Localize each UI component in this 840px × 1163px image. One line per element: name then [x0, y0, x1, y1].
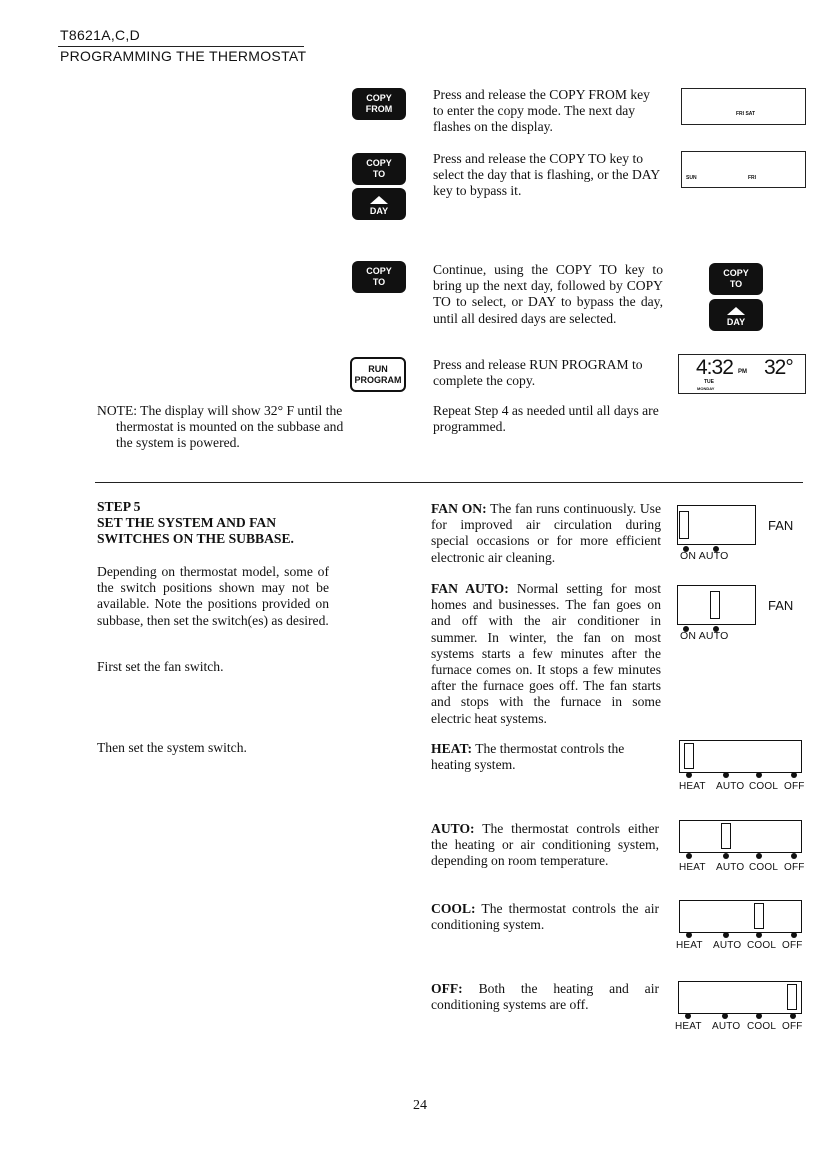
position-label: AUTO [716, 781, 745, 792]
key-label: PROGRAM [354, 374, 402, 385]
position-label: HEAT [679, 781, 706, 792]
section-divider [95, 482, 803, 483]
position-label: COOL [749, 862, 779, 873]
display-pm: PM [738, 369, 747, 375]
note: NOTE: The display will show 32° F until the thermostat is mounted on the subbase and the system is powered. [97, 403, 344, 451]
key-label: TO [372, 277, 386, 287]
display-copy-from [681, 88, 806, 125]
system-switch-off [678, 981, 802, 1014]
position-label: OFF [784, 862, 805, 873]
cool-text: The thermostat controls the air conditioning system. [431, 901, 659, 933]
display-time: 4:32 [696, 356, 733, 379]
position-label: COOL [747, 1021, 777, 1032]
fan-on-text: The fan runs continuously. Use for improved air circulation during special occasions or for more efficient electronic air cleaning. [431, 501, 662, 565]
repeat-instruction: Repeat Step 4 as needed until all days are programmed. [433, 403, 659, 435]
position-label: AUTO [716, 862, 745, 873]
fan-on-heading: FAN ON: [431, 501, 487, 516]
switch-position-dot [723, 853, 729, 859]
key-label: COPY [366, 158, 392, 168]
position-label: ON [680, 630, 697, 642]
position-label: OFF [782, 1021, 803, 1032]
key-label: FROM [365, 104, 393, 114]
switch-position-dot [756, 932, 762, 938]
display-day-indicator: MONDAY [697, 386, 715, 391]
switch-knob [721, 823, 731, 849]
system-switch-cool [679, 900, 802, 933]
copy-to-key [352, 153, 406, 185]
key-label: RUN [368, 363, 388, 374]
off-text: Both the heating and air conditioning systems are off. [431, 981, 659, 1013]
switch-knob [684, 743, 694, 769]
display-day-indicator: FRI [748, 175, 757, 181]
switch-position-dot [756, 853, 762, 859]
fan-auto-heading: FAN AUTO: [431, 581, 509, 596]
position-label: HEAT [676, 940, 703, 951]
key-label: COPY [723, 268, 749, 278]
key-label: DAY [726, 317, 746, 327]
position-label: AUTO [698, 630, 729, 642]
copy-from-instruction: Press and release the COPY FROM key to enter the copy mode. The next day flashes on the display. [433, 87, 650, 135]
switch-position-dot [722, 1013, 728, 1019]
continue-instruction: Continue, using the COPY TO key to bring up the next day, followed by COPY TO to select, or DAY to bypass the day, until all desired days are selected. [433, 262, 663, 326]
display-day-indicator: FRI SAT [736, 111, 756, 117]
position-label: HEAT [675, 1021, 702, 1032]
step-title: SET THE SYSTEM AND FAN SWITCHES ON THE SUBBASE. [97, 515, 294, 546]
display-temperature: 32° [764, 356, 793, 379]
display-day-indicator: SUN [686, 175, 697, 181]
display-copy-to [681, 151, 806, 188]
step-intro: Depending on thermostat model, some of the switch positions shown may not be available. Note the positions provided on subbase, then set the switch(es) as desired. [97, 564, 329, 628]
position-label: COOL [749, 781, 779, 792]
fan-auto-text: Normal setting for most homes and businesses. The fan goes on and off with the air conditioner in summer. In winter, the fan on most systems starts a few minutes after the furnace comes on. It stops a few minutes after the furnace goes off. The fan starts and stops with the furnace in some electric heat systems. [431, 581, 661, 726]
position-label: ON [680, 550, 697, 562]
model-number: T8621A,C,D [60, 27, 141, 43]
position-label: HEAT [679, 862, 706, 873]
position-label: AUTO [712, 1021, 741, 1032]
system-then-instruction: Then set the system switch. [97, 740, 247, 755]
switch-knob [710, 591, 720, 619]
copy-to-key [709, 263, 763, 295]
copy-to-instruction: Press and release the COPY TO key to select the day that is flashing, or the DAY key to bypass it. [433, 151, 660, 199]
off-heading: OFF: [431, 981, 463, 996]
switch-position-dot [723, 772, 729, 778]
up-arrow-icon [727, 307, 745, 315]
fan-switch-auto [677, 585, 756, 625]
day-key [709, 299, 763, 331]
run-program-key [350, 357, 406, 392]
switch-position-dot [756, 1013, 762, 1019]
fan-first-instruction: First set the fan switch. [97, 659, 224, 674]
off-description [431, 981, 659, 1013]
copy-from-key [352, 88, 406, 120]
key-label: COPY [366, 266, 392, 276]
switch-position-dot [756, 772, 762, 778]
fan-switch-on [677, 505, 756, 545]
cool-description [431, 901, 659, 933]
switch-position-dot [791, 772, 797, 778]
switch-position-dot [685, 1013, 691, 1019]
copy-to-key [352, 261, 406, 293]
fan-positions-label [680, 630, 728, 642]
auto-text: The thermostat controls either the heating or air conditioning system, depending on room temperature. [431, 821, 660, 869]
switch-knob [787, 984, 797, 1010]
heat-description [431, 741, 663, 773]
system-switch-auto [679, 820, 802, 853]
switch-knob [754, 903, 764, 929]
run-program-instruction: Press and release RUN PROGRAM to complete the copy. [433, 357, 643, 389]
system-switch-heat [679, 740, 802, 773]
page-number: 24 [413, 1098, 427, 1113]
position-label: AUTO [713, 940, 742, 951]
fan-auto-description [431, 581, 661, 727]
position-label: COOL [747, 940, 777, 951]
position-label: OFF [784, 781, 805, 792]
header-rule [58, 46, 304, 47]
fan-on-description [431, 501, 661, 566]
page-title: PROGRAMMING THE THERMOSTAT [60, 48, 307, 64]
position-label: AUTO [698, 550, 729, 562]
position-label: OFF [782, 940, 803, 951]
heat-text: The thermostat controls the heating system. [431, 741, 625, 773]
switch-position-dot [790, 1013, 796, 1019]
switch-position-dot [791, 932, 797, 938]
display-day-indicator: TUE [704, 379, 714, 385]
day-key [352, 188, 406, 220]
key-label: TO [372, 169, 386, 179]
fan-positions-label [680, 550, 728, 562]
fan-label: FAN [768, 518, 794, 533]
cool-heading: COOL: [431, 901, 476, 916]
switch-position-dot [723, 932, 729, 938]
switch-knob [679, 511, 689, 539]
switch-position-dot [791, 853, 797, 859]
key-label: DAY [369, 206, 389, 216]
heat-heading: HEAT: [431, 741, 473, 756]
step-label: STEP 5 [97, 499, 141, 514]
fan-label: FAN [768, 598, 794, 613]
auto-description [431, 821, 659, 870]
up-arrow-icon [370, 196, 388, 204]
display-run-program [678, 354, 806, 394]
switch-position-dot [686, 772, 692, 778]
switch-position-dot [686, 853, 692, 859]
key-label: COPY [366, 93, 392, 103]
key-label: TO [729, 279, 743, 289]
auto-heading: AUTO: [431, 821, 475, 836]
switch-position-dot [686, 932, 692, 938]
